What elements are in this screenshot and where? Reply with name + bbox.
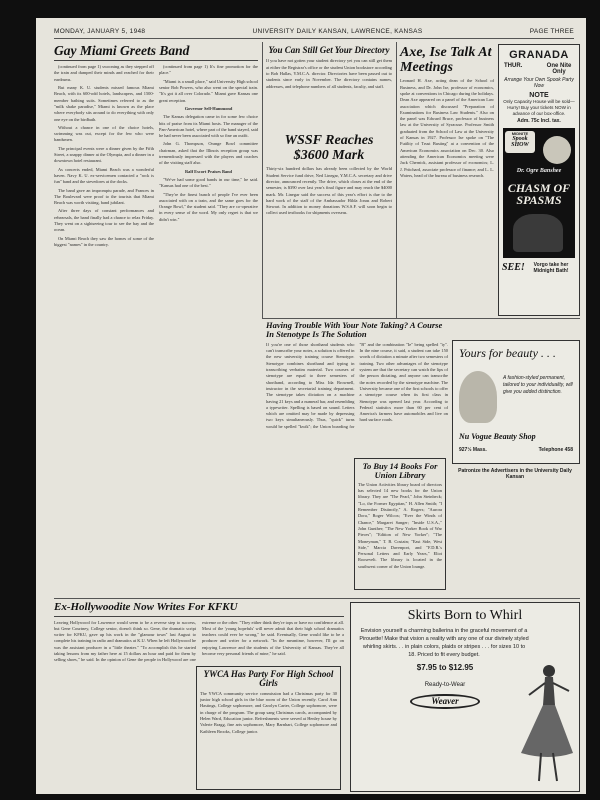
article-body: Thirty-six hundred dollars has already been collected by the World Student Service fund drive, Ned Linegar, Y.M.C.A. secretary and drive director, announced recently. The drive, which closes at the end of the semester, is $390 over last year's final figure and may reach the $4000 mark. Mr. Linegar said the success of this year's effort is due to the hard work of the staff of the Ambassador Hilda Jonas and Robert Stewart. In addition to money donations W.S.S.F. will soon begin to collect used textbooks for shipments overseas. (266, 166, 392, 216)
paragraph: The principal events were a dinner given by the Fifth Street, a snappy dinner at the Olympia, and a dinner in a downtown hotel restaurant. (54, 145, 154, 164)
subhead: Ralf Escort Praises Band (185, 168, 232, 174)
woman-portrait-icon (459, 371, 497, 423)
article-body: If you have not gotten your student directory yet you can still get them at either the Registrar's office or the student Union bookstore according to Bob Hallas, Y.M.C.A. director. Directories have been passed out to students since early in November. The directory contains names, addresses, and telephone numbers of all students, faculty, and staff. (266, 58, 392, 89)
article-body: If you're one of those shorthand students who can't transcribe your notes, a solution is offered in the new university training course Stenotype. Stenotype combines shorthand and typing in transcribing verbatim material. Two courses of stenotype are equal to three semesters of shorthand, according to Miss Ida Brownell, instructor in the secretarial training department. The stenotype takes dictation on a machine having 21 keys and a numeral bar, and resembling a typewriter. Spelling is based on sound. Letters which are omitted may be made by depressing two keys simultaneously. Thus, "quick" turns would be spelled "kwik"; the Union boarding for "B" and the combination "Ie" being spelled "iy". In the nine course, it said, a student can take 150 words of dictation a minute after two semesters of training. Two other advantages of the stenotype system are that the secretary can watch the lips of the person dictating, and anyone can transcribe the notes recorded by the stenotype machine. The University became one of the first schools to offer a stenotype course when its first class in Stenotype was opened last year. According to Federal statistics more than 60 per cent of America's farmers have automobiles and live on hard surface roads. (266, 341, 448, 429)
article-column (159, 64, 258, 304)
ghost-figure-icon (513, 214, 563, 252)
paragraph: (continued from page 1) swooning as they stepped off the train and dumped their minds and reached for their eardrums. (54, 64, 154, 82)
ballerina-illustration-icon (515, 661, 575, 785)
ad-see-label: SEE! (502, 261, 525, 273)
header-date: MONDAY, JANUARY 5, 1948 (54, 27, 146, 35)
badge-title: Spook SHOW (511, 136, 529, 149)
headline: Ex-Hollywoodite Now Writes For KFKU (54, 602, 344, 617)
ad-capacity-text: Only Capacity House will be sold—Hurry! Buy your tickets NOW in advance of our box-office. (503, 99, 575, 116)
paragraph: "They're the finest bunch of people I've ever been associated with on a train, and the same goes for the Orange Bowl," the student said. "They are co-operative in every sense of the word. My only regret is that we didn't win." (159, 191, 258, 222)
badge-line: MIDNITE (511, 131, 529, 136)
headline: YWCA Has Party For High School Girls (203, 669, 334, 689)
paragraph: The band gave an impromptu parade, and Frances in The Boulevard were proof to the tourists that Miami Beach was worth visiting, band jubilant. (54, 187, 154, 206)
chasm-title: CHASM OF SPASMS (507, 181, 571, 207)
article-ywca (196, 666, 341, 790)
header-masthead: UNIVERSITY DAILY KANSAN, LAWRENCE, KANSAS (252, 27, 423, 35)
paragraph: But many K. U. students missed famous Miami Beach, with its 600-odd hotels, landscapers, and 1500-member bathing suits. Sometimes referred to as the "milk shake paradise," Miami is known as the place where everybody sits around to do everything with only one eye on the birdbath. (54, 85, 154, 122)
shop-phone: Telephone 458 (538, 447, 573, 453)
paragraph: On Miami Beach they saw the homes of some of the biggest "names" in the country. (54, 235, 154, 247)
paragraph: "Miami is a small place," said University High school senior Bob Powers, who also went on the special train. "It's got it all over Colorado." Miami gave Kansas one great reception. (159, 78, 258, 103)
paragraph: The Kansas delegation came in for some few choice bits of praise from its Miami hosts. The manager of the Pan-American hotel, where part of the band stayed, said he had never been associated with so fine an outfit. (159, 114, 258, 139)
article-column (54, 64, 154, 552)
doctor-name: Dr. Ogre Banshee (516, 168, 562, 174)
section-rule (262, 318, 580, 319)
beauty-shop-ad (452, 340, 580, 464)
headline: Axe, Ise Talk At Meetings (400, 45, 492, 75)
article-body: The Union Activities library board of directors has selected 14 new books for the Union library. They are "The Pearl," John Steinbeck; "Lo, the Former Egyptian," H. Allen Smith; "I Remember Distinctly," A. Rogers; "Aurora Dora," Roger Wilcox; "Ever the Winds of Chance," Margaret Sanger; "Inside U.S.A.," John Gunther; "The New Yorker Book of War Pieces"; "Edition of New Yorker"; "The Moneyman," T. B. Costain; "East Side, West Side," Marcia Davenport, and "F.D.R.'s Personal Letters and Early Years," Eliot Roosevelt. The library is located in the southwest corner of the Union lounge. (358, 481, 442, 569)
ad-bottom-text: Vorgo take her Midnight Bath! (533, 262, 569, 274)
ad-department: Ready-to-Wear (424, 681, 466, 688)
article-body: The YWCA community service commission had a Christmas party for 30 junior high school girls in the blue room of the Union recently. Carol Ann Hastings, College sophomore, and Carolyn Carter, College sophomore, were in charge of the program. The group sang Christmas carols, accompanied by Helen Ward, Education junior. Refreshments were served at Henley house by Valerie Bragg, fine arts sophomore, Mary Barnhart, College sophomore and Kathleen Brooks, College junior. (200, 690, 337, 734)
headline: You Can Still Get Your Directory (268, 45, 390, 55)
theater-name: GRANADA (509, 49, 569, 61)
article-miami-band (54, 44, 258, 544)
headline: Gay Miami Greets Band (54, 44, 258, 61)
ad-one-nite: One Nite Only (546, 63, 572, 75)
article-body: Leaving Hollywood for Lawrence would seem to be a reverse step to success, but Gene Courtney, College senior, doesn't think so. Gene, the dramatic script writer for KFKU, gave up his work in the "glamour town" last August to complete his training in radio and dramatics at K.U. When he left Hollywood he was the assistant producer in a "little theater." "To accomplish this he started taking lessons from my father here at 15 dollars an hour and paid for them by selling shoes," he said. In the opinion of Gene the people in Hollywood are one extreme or the other. "They either think they're tops or have no confidence at all. Most of the 'young hopefuls' will never admit that their high school dramatics teachers could ever be wrong," he said. Eventually, Gene would like to be a producer and writer for a network. "In the meantime, however, I'll go on enjoying Lawrence and the students of the University of Kansas. They've all become very personal friends of mine," he said. (54, 619, 344, 663)
paragraph: John G. Thompson, Orange Bowl committee chairman, asked that the Illinois reception group was tremendously impressed with the players and coaches of the visiting staff also. (159, 141, 258, 166)
ad-tagline: Arrange Your Own Spook Party Now (504, 77, 574, 89)
newspaper-page (36, 18, 586, 794)
ad-price: Adm. 75c Incl. tax. (517, 118, 561, 124)
paragraph: (continued from page 1) It's fine promotion for the place." (159, 64, 258, 76)
article-directory (266, 46, 392, 112)
spook-show-art (503, 128, 575, 258)
shop-address: 927½ Mass. (459, 447, 487, 453)
paragraph: As concerts ended, Miami Beach was a wonderful haven. Navy K. U. ex-servicemen contacted a "rock is fun" band and the stevedores at the docks. (54, 166, 154, 185)
subhead: Governor Sell-Hammond (184, 105, 233, 111)
article-axe-ise (400, 46, 494, 328)
paragraph: Without a chance in one of the choice hotels, swimming was out, except for the few who were bandsmen. (54, 124, 154, 143)
headline: WSSF Reaches $3600 Mark (284, 133, 374, 163)
page-header (54, 24, 574, 39)
ad-headline: Yours for beauty . . . (459, 346, 556, 360)
article-wssf (266, 134, 392, 314)
ad-day: THUR. (504, 63, 523, 69)
granada-ad (498, 44, 580, 316)
spook-badge (505, 131, 535, 153)
ad-copy: Envision yourself a charming ballerina in the graceful movement of a Pirouette! Make that vision a reality with any one of our divinely styled whirling skirts. . . in plain colors, plaids or stripes . . . for sizes 10 to 18. Priced to fit every budget. (359, 627, 529, 658)
ad-copy: A fashion-styled permanent, tailored to your individuality, will give you added distinction. (503, 375, 573, 395)
ad-headline: Skirts Born to Whirl (407, 608, 523, 623)
paragraph: "We've had some good bands in our time," he said. "Kansas had one of the best." (159, 176, 258, 189)
skirts-ad (350, 602, 580, 792)
skull-icon (543, 136, 571, 164)
headline: Having Trouble With Your Note Taking? A Course In Stenotype Is The Solution (266, 320, 443, 339)
store-logo: Weaver (410, 694, 480, 709)
ad-note-label: NOTE (529, 92, 549, 99)
section-rule (54, 598, 580, 599)
patronize-banner: Patronize the Advertisers in the University Daily Kansan (458, 468, 572, 480)
column-rule (396, 42, 397, 318)
header-page-number: PAGE THREE (529, 27, 574, 35)
shop-name: Nu Vogue Beauty Shop (459, 432, 536, 441)
paragraph: After three days of constant performances and rehearsals, the band finally had a chance to relax Friday. They went on a sightseeing tour to see the bay and the ocean. (54, 208, 154, 233)
column-rule (262, 42, 263, 318)
ad-price: $7.95 to $12.95 (416, 662, 474, 672)
article-books (354, 458, 446, 590)
article-body: Leonard H. Axe, acting dean of the School of Business, and Dr. John Ise, professor of economics, spoke at conventions in Chicago during the holidays. Dean Axe appeared on a panel of the American Law association which discussed "Preparation of Examinations for Business Law Students." Also on the panel was Edward Bruce, professor of business law at the University of Syracuse. Professor Smith graduated from the School of Law at the University of Kansas in 1927. Professor Ise spoke on "The Futility of Trust Busting" at a convention of the American Economics association on Dec. 30. Also attending the American Economics meeting were Jack Chernick, assistant professor of economics; L. J. Pritchard, associate professor of finance; and L. L. Waters, head of the bureau of business research. (400, 78, 494, 178)
headline: To Buy 14 Books For Union Library (362, 461, 438, 480)
